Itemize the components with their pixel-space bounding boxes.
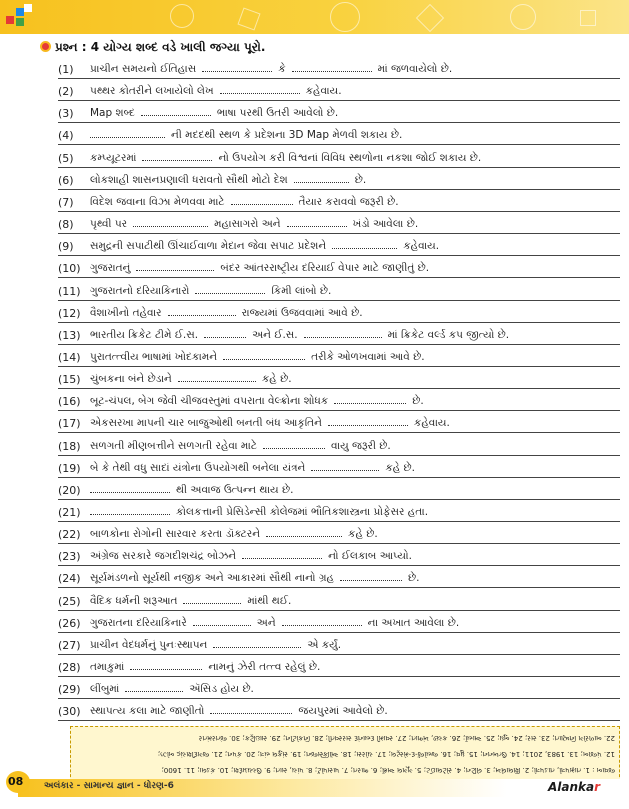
item-segment: પુરાતત્ત્વીય ભાષામાં ખોદકામને (90, 350, 218, 363)
item-number: (13) (58, 328, 81, 342)
list-item (58, 79, 620, 101)
item-segment: ગુજરાતના દરિયાકિનારે (90, 616, 187, 629)
answer-blank[interactable] (125, 682, 183, 692)
list-item (58, 123, 620, 145)
item-number: (6) (58, 173, 74, 187)
item-segment: એકસરખા માપની ચાર બાજુઓથી બનતી બંધ આકૃતિને (90, 417, 322, 430)
item-text (90, 660, 320, 674)
item-number: (26) (58, 616, 81, 630)
answer-blank[interactable] (90, 483, 170, 493)
item-segment: ચુંબકના બંને છેડાને (90, 373, 172, 386)
item-text (90, 128, 402, 142)
answer-blank[interactable] (202, 62, 272, 72)
answer-blank[interactable] (90, 505, 170, 515)
item-text (90, 372, 292, 386)
item-number: (2) (58, 85, 74, 99)
item-segment: તૈયાર કરાવવો જરૂરી છે. (298, 195, 399, 208)
list-item (58, 434, 620, 456)
answer-blank[interactable] (210, 704, 292, 714)
item-segment: કહે છે. (261, 373, 292, 386)
item-segment: લીંબુમાં (90, 683, 120, 696)
list-item (58, 101, 620, 123)
item-number: (7) (58, 195, 74, 209)
item-segment: કહે છે. (348, 528, 378, 541)
item-segment: રાજ્યમાં ઉજવવામાં આવે છે. (241, 306, 363, 319)
item-segment: ભારતીય ક્રિકેટ ટીમે ઈ.સ. (90, 328, 199, 341)
tiles-logo-icon (4, 4, 32, 30)
answer-blank[interactable] (195, 284, 265, 294)
page-header-band (0, 0, 629, 34)
list-item (58, 367, 620, 389)
item-segment: પથ્થર કોતરીને લખાયેલો લેખ (90, 85, 214, 98)
item-segment: ની મદદથી સ્થળ કે પ્રદેશના 3D Map મેળવી શકાય છે. (171, 129, 403, 142)
item-number: (29) (58, 683, 81, 697)
list-item (58, 146, 620, 168)
item-number: (4) (58, 129, 74, 143)
item-segment: નો ઉપયોગ કરી વિશ્વનાં વિવિધ સ્થળોના નકશા જોઈ શકાય છે. (218, 151, 482, 164)
item-number: (17) (58, 417, 81, 431)
list-item (58, 655, 620, 677)
item-segment: કહેવાય. (413, 417, 450, 430)
item-text (90, 594, 291, 608)
list-item (58, 478, 620, 500)
item-segment: કમ્પ્યૂટરમાં (90, 151, 137, 164)
answer-blank[interactable] (142, 151, 212, 161)
item-segment: Map શબ્દ (90, 107, 135, 120)
item-segment: છે. (408, 572, 420, 585)
list-item (58, 168, 620, 190)
publisher-logo (548, 780, 600, 794)
ruled-line (58, 720, 620, 721)
item-number: (8) (58, 218, 74, 232)
item-segment: ભાષા પરથી ઉતરી આવેલો છે. (216, 107, 339, 120)
answer-blank[interactable] (311, 461, 379, 471)
item-text (90, 704, 388, 718)
item-number: (9) (58, 240, 74, 254)
item-number: (10) (58, 262, 81, 276)
item-text (90, 350, 425, 364)
item-number: (18) (58, 439, 81, 453)
bullet-icon (40, 41, 51, 52)
item-text (90, 217, 418, 231)
item-segment: નામનું ઝેરી તત્ત્વ રહેલું છે. (208, 661, 321, 674)
answer-line: જવાબ : 1. તામ્રપત્રો, તાડપત્રો; 2. શિલાલેખ; 3. લૅટિન; 4. સેટેલાઈટ; 5. ગૂગલ અર્થ; 6. ભારત; 7. પાસપોર્ટ; 8. પાંચ, સાત; 9. ઉચ્ચપ્રદેશ; 10. કંડલા; 11. 1600; (161, 766, 615, 774)
item-number: (20) (58, 483, 81, 497)
item-segment: અને (256, 616, 276, 629)
item-text (90, 505, 428, 519)
item-number: (27) (58, 638, 81, 652)
item-number: (12) (58, 306, 81, 320)
list-item (58, 456, 620, 478)
item-number: (24) (58, 572, 81, 586)
answer-blank[interactable] (242, 549, 322, 559)
item-segment: વાયુ જરૂરી છે. (330, 439, 391, 452)
answer-blank[interactable] (183, 594, 241, 604)
item-segment: સૂર્યમંડળનો સૂર્યથી નજીક અને આકારમાં સૌથી નાનો ગ્રહ (90, 572, 335, 585)
item-segment: થી અવાજ ઉત્પન્ન થાય છે. (176, 483, 294, 496)
answer-blank[interactable] (130, 660, 202, 670)
item-segment: ખંડો આવેલા છે. (352, 218, 419, 231)
list-item (58, 190, 620, 212)
item-segment: તરીકે ઓળખવામાં આવે છે. (311, 350, 425, 363)
list-item (58, 411, 620, 433)
item-text (90, 195, 399, 209)
list-item (58, 500, 620, 522)
item-number: (3) (58, 107, 74, 121)
item-segment: સળગતી મીણબત્તીને સળગતી રહેવા માટે (90, 439, 257, 452)
item-segment: અને ઈ.સ. (252, 328, 298, 341)
item-segment: પૃથ્વી પર (90, 218, 128, 231)
answer-blank[interactable] (287, 217, 347, 227)
item-segment: જયપુરમાં આવેલો છે. (298, 705, 388, 718)
question-heading (40, 40, 266, 55)
item-segment: બૂટ-ચંપલ, બેગ જેવી ચીજવસ્તુમાં વપરાતા વેલ્ક્રોના શોધક (90, 395, 329, 408)
list-item (58, 256, 620, 278)
item-segment: તમાકુમાં (90, 661, 125, 674)
item-segment: નો ઈલકાબ આપ્યો. (328, 550, 412, 563)
list-item (58, 345, 620, 367)
item-segment: ગુજરાતનું (90, 262, 131, 275)
item-number: (16) (58, 395, 81, 409)
answer-blank[interactable] (168, 306, 236, 316)
item-segment: અંગ્રેજ સરકારે જગદીશચંદ્ર બોઝને (90, 550, 237, 563)
item-segment: બંદર આંતરરાષ્ટ્રીય દરિયાઈ વેપાર માટે જાણીતું છે. (220, 262, 430, 275)
item-segment: માં જળવાયેલો છે. (377, 63, 453, 75)
item-segment: મહાસાગરો અને (214, 218, 281, 231)
item-text (90, 261, 429, 275)
item-segment: માંથી થઈ. (247, 594, 292, 607)
list-item (58, 57, 620, 79)
answer-blank[interactable] (220, 84, 300, 94)
item-number: (23) (58, 550, 81, 564)
answer-blank[interactable] (328, 416, 408, 426)
list-item (58, 212, 620, 234)
item-text (90, 549, 412, 563)
answer-blank[interactable] (178, 372, 256, 382)
item-segment: છે. (412, 395, 424, 408)
item-segment: વિદેશ જવાના વિઝા મેળવવા માટે (90, 195, 225, 208)
answer-blank[interactable] (231, 195, 293, 205)
item-text (90, 284, 331, 298)
list-item (58, 544, 620, 566)
item-segment: વૈદિક ધર્મની શરૂઆત (90, 594, 178, 607)
item-text (90, 306, 363, 320)
item-segment: ગુજરાતનો દરિયાકિનારો (90, 284, 190, 297)
item-text (90, 483, 293, 497)
answer-blank[interactable] (90, 128, 165, 138)
brand-text-b: r (594, 780, 601, 794)
answer-blank[interactable] (204, 328, 246, 338)
item-segment: માં ક્રિકેટ વર્લ્ડ કપ જીત્યો છે. (387, 328, 510, 341)
answer-blank[interactable] (263, 439, 325, 449)
item-text (90, 527, 378, 541)
answer-blank[interactable] (213, 638, 301, 648)
item-number: (30) (58, 705, 81, 719)
item-number: (11) (58, 284, 81, 298)
item-segment: ઍસિડ હોય છે. (189, 683, 254, 696)
item-text (90, 84, 342, 98)
answer-blank[interactable] (223, 350, 305, 360)
item-text (90, 461, 415, 475)
answer-blank[interactable] (141, 106, 211, 116)
page-number: 08 (8, 775, 24, 788)
item-segment: કે (278, 63, 286, 75)
list-item (58, 699, 620, 721)
item-segment: સમુદ્રની સપાટીથી ઊંચાઈવાળા મેદાન જેવા સપાટ પ્રદેશને (90, 240, 327, 253)
list-item (58, 522, 620, 544)
item-segment: વૈશાખીનો તહેવાર (90, 306, 162, 319)
item-text (90, 616, 459, 630)
answer-blank[interactable] (136, 261, 214, 271)
item-segment: સ્થાપત્ય કલા માટે જાણીતો (90, 705, 205, 718)
item-text (90, 439, 391, 453)
item-text (90, 106, 338, 120)
item-segment: છે. (354, 173, 367, 186)
answer-line: 12. પંજાબ; 13. 1983, 2011; 14. ઉત્ખનન; 15. ધ્રુવ; 16. જ્યોર્જ-દ-મેસ્ટ્રલ; 17. ચોરસ; 18. ઑક્સિજન; 19. સંકુલ યંત્ર; 20. કંપન; 21. જગદીશચંદ્ર બોઝ; (157, 750, 615, 758)
list-item (58, 279, 620, 301)
item-number: (5) (58, 151, 74, 165)
item-segment: કોલકત્તાની પ્રેસિડેન્સી કોલેજમાં ભૌતિકશાસ્ત્રના પ્રોફેસર હતા. (176, 506, 429, 518)
answer-blank[interactable] (334, 394, 406, 404)
item-text (90, 62, 452, 76)
item-segment: બાળકોના રોગોની સારવાર કરતા ડૉક્ટરને (90, 528, 261, 541)
list-item (58, 589, 620, 611)
answer-blank[interactable] (304, 328, 382, 338)
item-text (90, 151, 481, 165)
item-text (90, 394, 424, 408)
item-segment: કહેવાય. (305, 85, 342, 98)
book-label: અલંકાર - સામાન્ય જ્ઞાન - ધોરણ-6 (44, 781, 174, 791)
item-number: (22) (58, 528, 81, 542)
item-text (90, 638, 341, 652)
item-text (90, 416, 450, 430)
list-item (58, 389, 620, 411)
item-segment: લોકશાહી શાસનપ્રણાલી ધરાવતો સૌથી મોટો દેશ (90, 173, 288, 186)
item-number: (15) (58, 373, 81, 387)
list-item (58, 323, 620, 345)
item-text (90, 328, 509, 342)
item-number: (19) (58, 461, 81, 475)
item-number: (1) (58, 63, 74, 76)
list-item (58, 633, 620, 655)
page-number-badge (2, 769, 34, 795)
answer-blank[interactable] (294, 173, 349, 183)
item-number: (21) (58, 506, 81, 519)
item-segment: કહેવાય. (403, 240, 440, 253)
answer-blank[interactable] (133, 217, 208, 227)
list-item (58, 301, 620, 323)
answer-blank[interactable] (340, 571, 402, 581)
list-item (58, 611, 620, 633)
item-number: (25) (58, 594, 81, 608)
list-item (58, 566, 620, 588)
item-segment: એ કર્યું. (307, 638, 342, 651)
page-footer (0, 769, 629, 809)
item-segment: ના અખાત આવેલા છે. (367, 616, 460, 629)
answer-blank[interactable] (266, 527, 342, 537)
answer-blank[interactable] (193, 616, 251, 626)
item-segment: પ્રાચીન સમયનો ઈતિહાસ (90, 63, 197, 75)
item-text (90, 571, 420, 585)
list-item (58, 677, 620, 699)
item-segment: કિમી લાંબો છે. (271, 284, 332, 297)
item-segment: કહે છે. (385, 461, 416, 474)
answer-blank[interactable] (292, 62, 372, 72)
item-segment: પ્રાચીન વેદધર્મનું પુનઃસ્થાપન (90, 638, 208, 651)
list-item (58, 234, 620, 256)
item-text (90, 173, 366, 187)
item-text (90, 239, 439, 253)
brand-text-a: Alanka (548, 780, 595, 794)
item-text (90, 682, 254, 696)
item-number: (14) (58, 350, 81, 364)
answer-blank[interactable] (282, 616, 362, 626)
answer-line: 22. બાળરોગ નિષ્ણાત; 23. સર; 24. બુધ; 25. આર્યો; 26. કચ્છ, ખંભાત; 27. સ્વામી દયાનંદ સરસ્વતી; 28. નિકોટીન; 29. સાઇટ્રિક; 30. જંતરમંતર (198, 734, 615, 742)
answer-blank[interactable] (332, 239, 397, 249)
question-label: પ્રશ્ન : 4 યોગ્ય શબ્દ વડે ખાલી જગ્યા પૂરો. (55, 40, 266, 54)
item-segment: બે કે તેથી વધુ સાદાં યંત્રોના ઉપયોગથી બનેલા યંત્રને (90, 461, 306, 474)
item-number: (28) (58, 661, 81, 675)
